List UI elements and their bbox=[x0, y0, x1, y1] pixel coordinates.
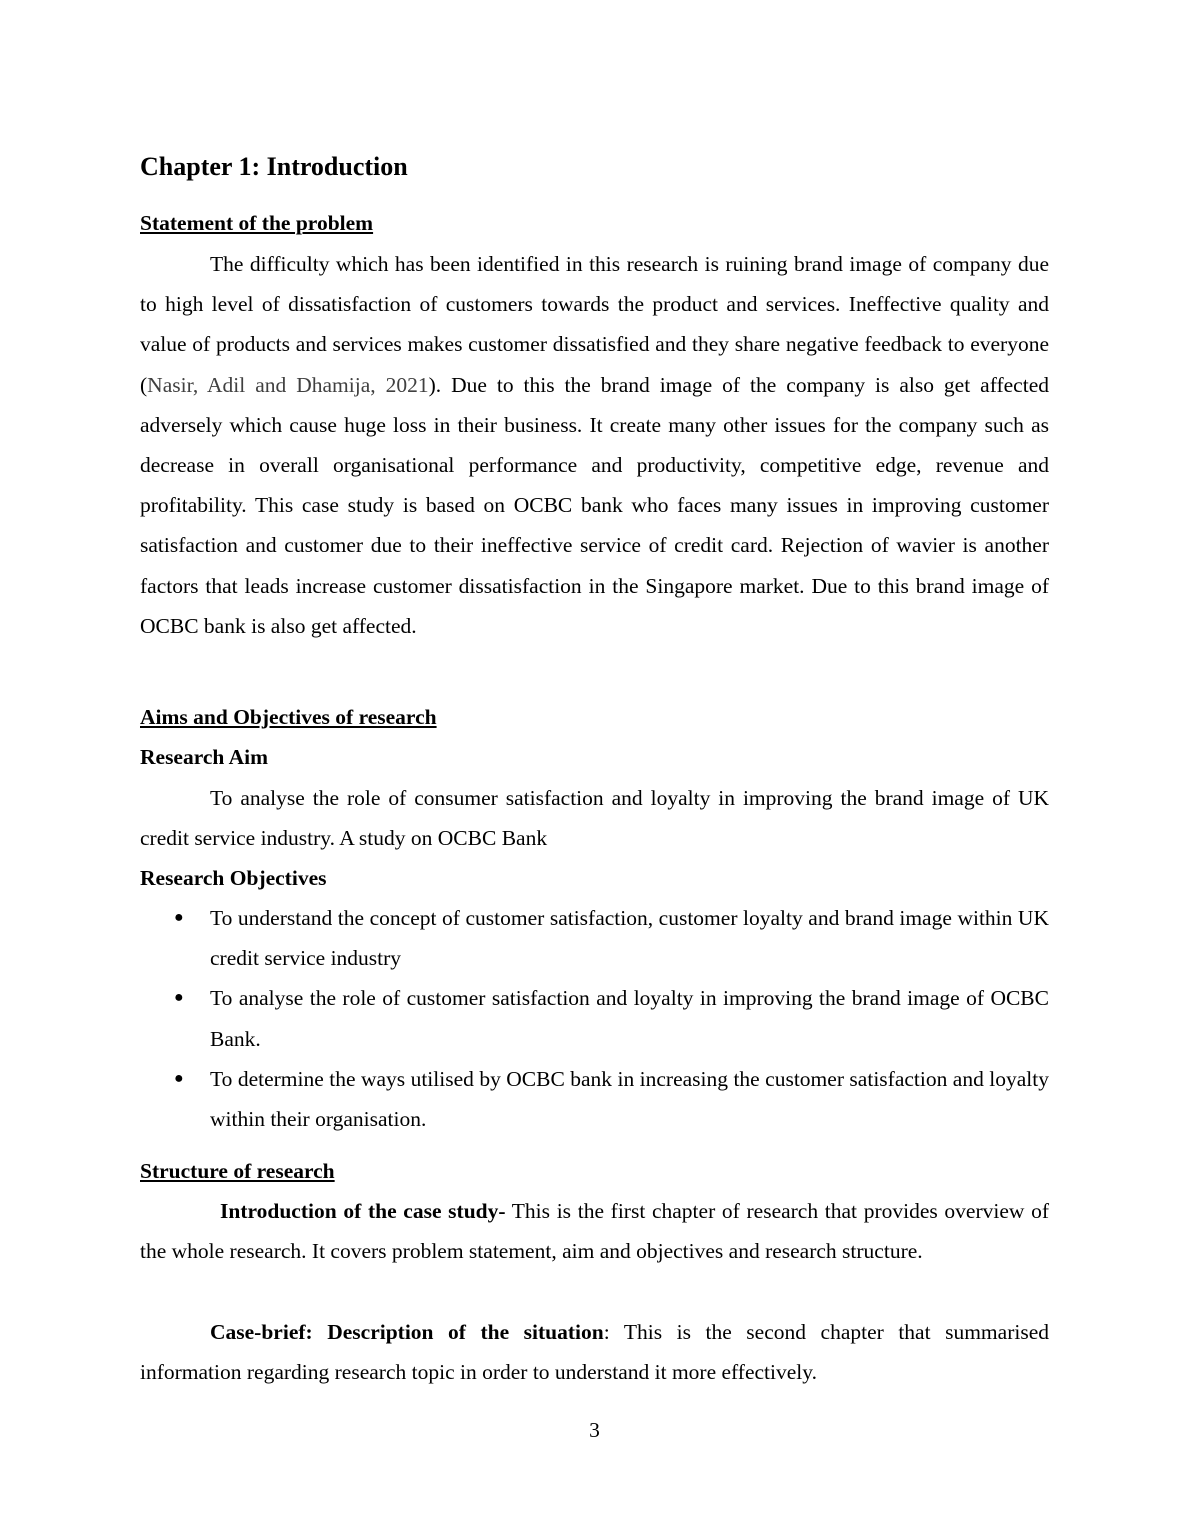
bullet-icon: ● bbox=[174, 989, 184, 1007]
bullet-icon: ● bbox=[174, 1069, 184, 1087]
structure-case-paragraph bbox=[140, 1312, 1049, 1392]
statement-paragraph bbox=[140, 244, 1049, 646]
statement-heading: Statement of the problem bbox=[140, 211, 374, 235]
objective-text: To understand the concept of customer satisfaction, customer loyalty and brand image within UK credit service industry bbox=[210, 906, 1049, 971]
structure-heading: Structure of research bbox=[140, 1159, 335, 1183]
research-aim-paragraph: To analyse the role of consumer satisfaction and loyalty in improving the brand image of UK credit service industry. A study on OCBC Bank bbox=[140, 786, 1049, 851]
statement-text-after: ). Due to this the brand image of the company is also get affected adversely which cause huge loss in their business. It create many other issues for the company such as decrease in overall organisational performance and productivity, competitive edge, revenue and profitability. This case study is based on OCBC bank who faces many issues in improving customer satisfaction and customer due to their ineffective service of credit card. Rejection of wavier is another factors that leads increase customer dissatisfaction in the Singapore market. Due to this brand image of OCBC bank is also get affected. bbox=[140, 372, 1049, 638]
objective-item bbox=[140, 978, 1049, 1058]
aims-heading: Aims and Objectives of research bbox=[140, 705, 437, 729]
intro-bold-label: Introduction of the case study- bbox=[220, 1199, 506, 1223]
structure-intro-paragraph bbox=[140, 1191, 1049, 1271]
objective-item bbox=[140, 1059, 1049, 1139]
objectives-list bbox=[140, 898, 1049, 1139]
statement-text-before: The difficulty which has been identified in this research is ruining brand image of company due to high level of dissatisfaction of customers towards the product and services. Ineffective quality and value of products and services makes customer dissatisfied and they share negative feedback to everyone ( bbox=[140, 252, 1049, 397]
citation: Nasir, Adil and Dhamija, 2021 bbox=[147, 372, 429, 397]
bullet-icon: ● bbox=[174, 909, 184, 926]
research-objectives-heading: Research Objectives bbox=[140, 866, 327, 890]
chapter-title: Chapter 1: Introduction bbox=[140, 152, 408, 181]
objective-item bbox=[140, 898, 1049, 978]
intro-text: This is the first chapter of research that provides overview of the whole research. It covers problem statement, aim and objectives and research structure. bbox=[140, 1199, 1049, 1264]
page-number: 3 bbox=[589, 1418, 600, 1442]
research-aim-heading: Research Aim bbox=[140, 745, 268, 769]
objective-text: To analyse the role of customer satisfaction and loyalty in improving the brand image of OCBC Bank. bbox=[210, 986, 1049, 1051]
objective-text: To determine the ways utilised by OCBC bank in increasing the customer satisfaction and loyalty within their organisation. bbox=[210, 1066, 1049, 1132]
case-bold-label: Case-brief: Description of the situation bbox=[210, 1320, 604, 1344]
case-text: : This is the second chapter that summarised information regarding research topic in order to understand it more effectively. bbox=[140, 1320, 1049, 1385]
